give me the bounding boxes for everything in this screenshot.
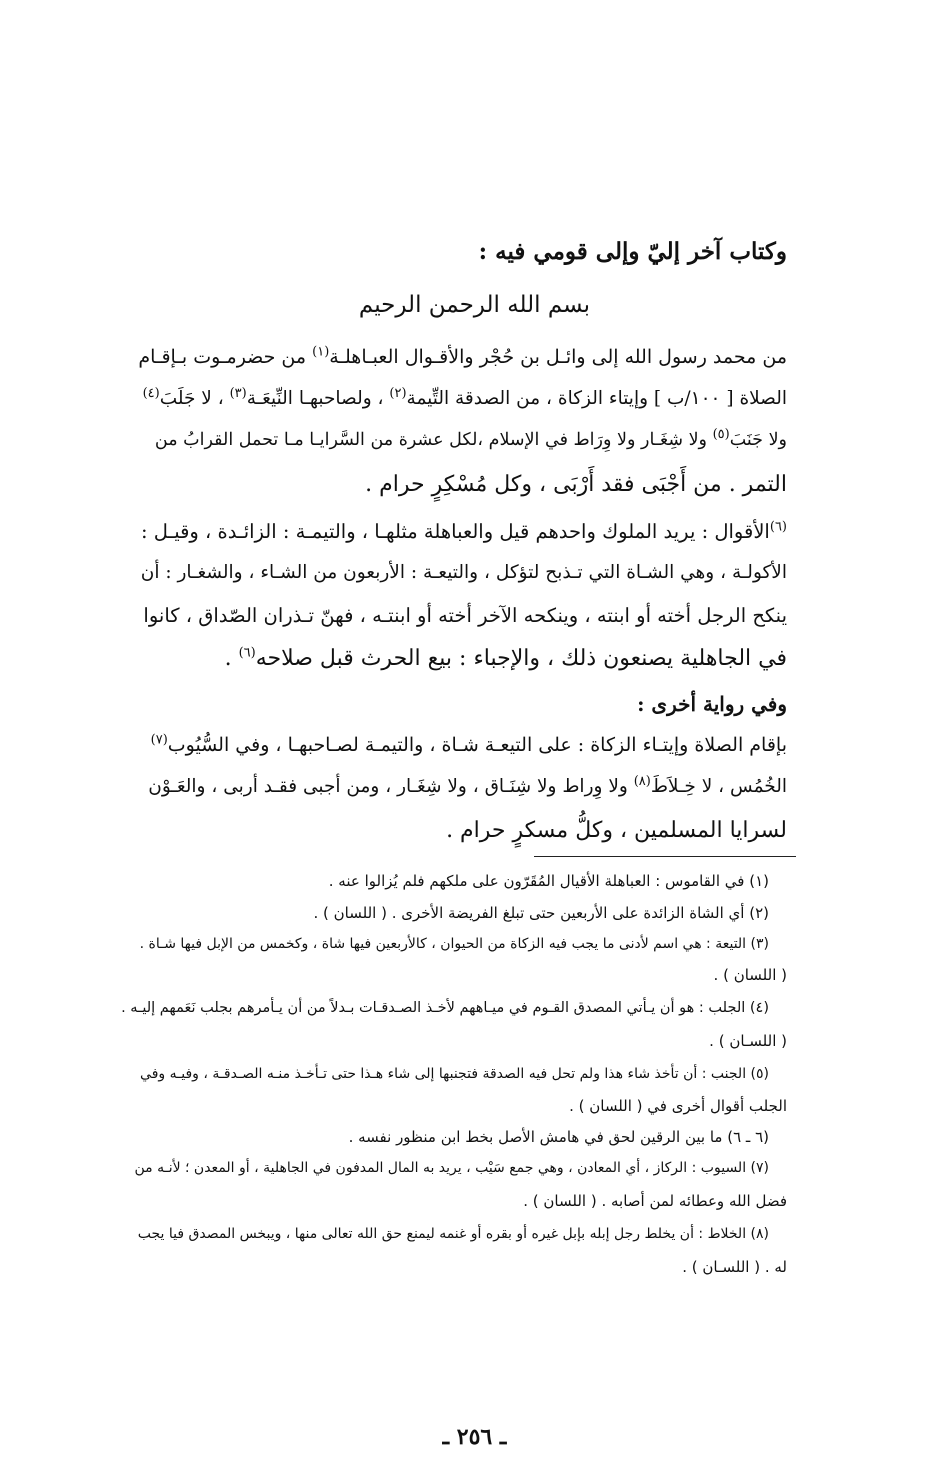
footnote-ref: (٣) [229, 385, 247, 401]
letter-line-2: الصلاة [ ١٠٠/ب ] وإيتاء الزكاة ، من الصدقة التِّيمة$^{(٢)}$ ، ولصاحبهـا النِّيعَـة$^{(٣)}$ ، لا جَلَبَ$^{(٤)}$ [142, 385, 787, 409]
footnote-ref: (٨) [633, 773, 651, 789]
footnote-ref: (٧) [150, 732, 168, 748]
footnote-ref: (١) [312, 344, 330, 360]
page-number: ـ ٢٥٦ ـ [442, 1424, 507, 1450]
letter-line-1: من محمد رسول الله إلى وائـل بن حُجْر والأقـوال العبـاهلـة$^{(١)}$ من حضرمـوت بـإقـام [138, 344, 787, 368]
footnote-2: (٢) أي الشاة الزائدة على الأربعين حتى تبلغ الفريضة الأخرى . ( اللسان ) . [313, 904, 769, 922]
variant-line-2: الخُمُس ، لا خِـلاَطَ$^{(٨)}$ ولا وِراط ولا شِنَـاق ، ولا شِغَـار ، ومن أجبى فقـد أربى ، والعَـوْن [148, 773, 787, 797]
footnote-3: (٣) التيعة : هي اسم لأدنى ما يجب فيه الزكاة من الحيوان ، كالأربعين فيها شاة ، وكخمس من الإبل فيها شـاة . [139, 936, 769, 952]
commentary-line-2: الأكولـة ، وهي الشـاة التي تـذبح لتؤكل ، والتيعـة : الأربعون من الشـاء ، والشغـار : أن [140, 562, 787, 583]
footnote-5-continued: الجلب أقوال أخرى في ( اللسان ) . [569, 1097, 787, 1115]
footnote-ref: (٥) [712, 427, 730, 443]
footnote-5: (٥) الجنب : أن تأخذ شاء هذا ولم تحل فيه الصدقة فتجنبها إلى شاء هـذا حتى تـأخـذ منـه الصـدقـة ، وفيـه وفي [140, 1066, 769, 1082]
footnote-4: (٤) الجلب : هو أن يـأتي المصدق القـوم في ميـاههم لأخـذ الصـدقـات بـدلاً من أن يـأمرهم بجلب نَعَمهم إليـه . [121, 1000, 769, 1016]
variant-heading: وفي رواية أخرى : [637, 692, 787, 716]
variant-line-1: بإقام الصلاة وإيتـاء الزكاة : على التيعـة شـاة ، والتيمـة لصـاحبهـا ، وفي السُّيُوب$^{(٧)}$ [150, 732, 787, 756]
basmala: بسم الله الرحمن الرحيم [358, 292, 591, 318]
footnote-8: (٨) الخلاط : أن يخلط رجل إبله بإبل غيره أو بقره أو غنمه ليمنع حق الله تعالى منها ، ويبخس المصدق فيا يجب [137, 1226, 769, 1242]
footnote-ref: (٦) [769, 519, 787, 535]
footnote-6: (٦ ـ ٦) ما بين الرقين لحق في هامش الأصل بخط ابن منظور نفسه . [348, 1128, 769, 1146]
footnote-7-continued: فضل الله وعطائه لمن أصابه . ( اللسان ) . [523, 1192, 787, 1210]
commentary-line-1: $^{(٦)}$الأقوال : يريد الملوك واحدهم قيل والعباهلة مثلهـا ، والتيمـة : الزائـدة ، وقيـل : [140, 519, 787, 543]
footnote-7: (٧) السيوب : الركاز ، أي المعادن ، وهي جمع سَيْب ، يريد به المال المدفون في الجاهلية ، أو المعدن ؛ لأنـه من [134, 1160, 769, 1176]
footnote-ref: (٢) [389, 385, 407, 401]
footnote-1: (١) في القاموس : العباهلة الأقيال المُقَرّون على ملكهم فلم يُزالوا عنه . [328, 872, 769, 890]
footnote-8-continued: له . ( اللسـان ) . [682, 1258, 787, 1276]
letter-line-3: ولا جَنَبَ$^{(٥)}$ ولا شِغَـار ولا وِرَاط في الإسلام ،لكل عشرة من السَّرايـا مـا تحمل القرابُ من [154, 427, 787, 450]
variant-line-3: لسرايا المسلمين ، وكلُّ مسكرٍ حرام . [446, 818, 787, 843]
footnote-ref: (٤) [142, 385, 160, 401]
footnote-ref: (٦) [238, 645, 256, 661]
footnote-separator [534, 856, 796, 857]
footnote-3-continued: ( اللسان ) . [713, 966, 787, 984]
letter-heading: وكتاب آخر إليّ وإلى قومي فيه : [478, 238, 787, 265]
commentary-line-4: في الجاهلية يصنعون ذلك ، والإجباء : بيع الحرث قبل صلاحه$^{(٦)}$ . [224, 645, 787, 671]
letter-line-4: التمر . من أَجْبَى فقد أَرْبَى ، وكل مُسْكِرٍ حرام . [365, 472, 787, 497]
footnote-4-continued: ( اللسـان ) . [709, 1032, 787, 1050]
commentary-line-3: ينكح الرجل أخته أو ابنته ، وينكحه الآخر أخته أو ابنتـه ، فهنّ تـذران الصّداق ، كانوا [143, 604, 787, 627]
